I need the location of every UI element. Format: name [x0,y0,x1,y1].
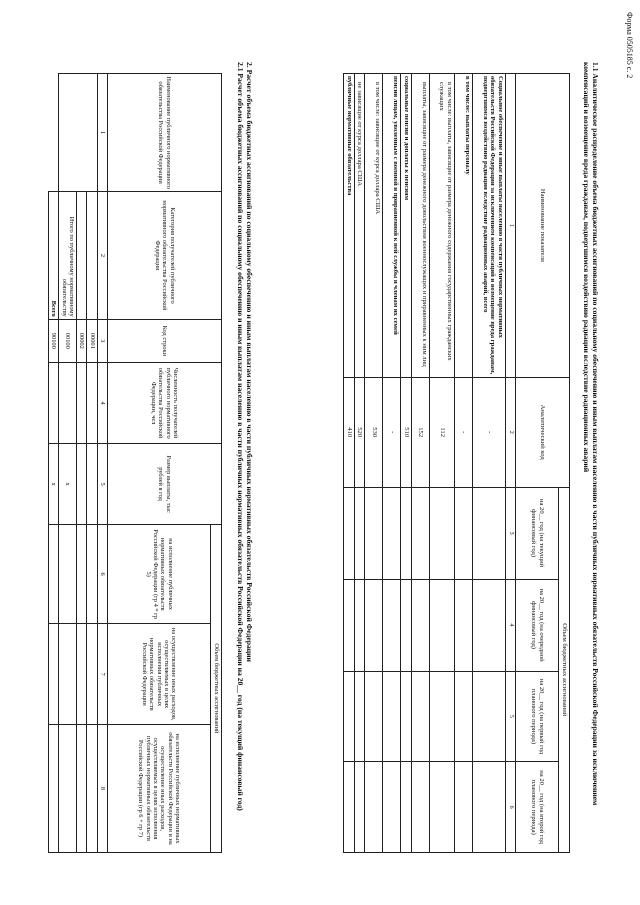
header-name: Наименование показателя [516,74,570,378]
row-name: публичные нормативные обязательства [344,74,355,378]
section-1-title: 1.1 Аналитическое распределение объема бюджетных ассигнований по социальному обеспечению и иным выплатам населению в части публичных нормативных обязательств Российской Федерации за исключением компенсаций и возмещение вреда гражданам, подвергшимся воздействию радиации вследствие радиационных аварий [581,62,600,806]
row-code: 410 [344,377,355,487]
col-num: 2 [97,192,107,319]
col-num: 2 [506,377,516,487]
section-2-titles [235,62,254,852]
header-year-4: на 20__ год (на второй год планового периода) [516,762,559,853]
header-col-6: на исполнение публичных нормативных обязательств Российской Федерации (гр 4 * гр 5) [108,524,211,624]
x-mark: x [48,444,58,524]
col-num: 8 [97,724,107,852]
table-row [383,74,401,853]
header-group: Объем бюджетных ассигнований [211,524,222,852]
table-row [412,74,430,853]
row-code: 510 [401,377,412,487]
row-code: 00100 [58,319,76,362]
row-name: пенсии лицам, уволенным с военной и приравненной к ней службы и членам их семей [383,74,401,378]
row-code: 00001 [87,319,97,362]
header-year-3: на 20__ год (на первый год планового периода) [516,671,559,762]
col-num: 6 [506,762,516,853]
header-payment: Размер выплаты, тыс рублей в год [108,444,222,524]
section-2-title: 2. Расчет объема бюджетных ассигнований по социальному обеспечению и иным выплатам населению в части публичных нормативных обязательств Российской Федерации [245,62,254,662]
header-group: Объем бюджетных ассигнований [559,487,570,852]
table-row [401,74,412,853]
row-name: в том числе: выплаты персоналу [455,74,473,378]
header-col-7: на осуществление иных расходов, осуществляемых в целях исполнения публичных нормативных обязательств Российской Федерации [108,624,211,725]
col-num: 5 [97,444,107,524]
header-col-8: на исполнение публичных нормативных обязательств Российской Федерации и на осуществление иных расходов, осуществляемых в целях исполнения публичных нормативных обязательств Российской Федерации (гр 6 + гр 7) [108,724,211,852]
header-year-1: на 20__ год (на текущий финансовый год) [516,487,559,579]
header-code: Аналитический код [516,377,570,487]
table-row [48,74,58,853]
header-recipients: Численность получателей публичного нормативного обязательства Российской Федерации, чел [108,362,222,443]
header-category: Категория получателей публичного нормативного обязательства Российской Федерации [108,192,222,319]
table-row [87,74,97,853]
header-row-code: Код строки [108,319,222,362]
row-code: 520 [354,377,365,487]
row-code: - [473,377,506,487]
table-row [430,74,455,853]
row-name: социальные пенсии и доплаты к пенсиям [401,74,412,378]
allocation-table [343,73,570,853]
col-num: 1 [97,74,107,192]
table-row [455,74,473,853]
row-name: в том числе: выплаты, зависящие от размера денежного содержания государственных гражданских служащих [430,74,455,378]
header-obligation: Наименование публичного нормативного обязательства Российской Федерации [108,74,222,192]
col-num: 7 [97,624,107,725]
table-row [354,74,365,853]
form-label: Форма 0505185 с. 2 [625,12,634,79]
total-label: Всего [48,192,58,319]
table-row [365,74,383,853]
header-year-2: на 20__ год (на очередной финансовый год) [516,579,559,671]
col-num: 6 [97,524,107,624]
row-name: Социальное обеспечение и иные выплаты населению в части публичных нормативных обязательств Российской Федерации за исключением компенсаций и возмещение вреда гражданам, подвергшимся воздействию радиации вследствие радиационных аварий, всего [473,74,506,378]
row-code: 00002 [76,319,86,362]
calculation-table [48,73,222,853]
section-2-subtitle: 2.1 Расчет объема бюджетных ассигнований по социальному обеспечению и иным выплатам населению в части публичных нормативных обязательств Российской Федерации на 20__ год (на текущий финансовый год) [235,62,245,811]
x-mark: x [58,444,76,524]
row-name: не зависящие от курса доллара США [354,74,365,378]
table-row [344,74,355,853]
col-num: 1 [506,74,516,378]
col-num: 4 [506,579,516,671]
row-code: 90100 [48,319,58,362]
subtotal-label: Итого по публичному нормативному обязательству [58,192,76,319]
col-num: 3 [97,319,107,362]
row-code: - [383,377,401,487]
col-num: 4 [97,362,107,443]
col-num: 5 [506,671,516,762]
row-code: 112 [430,377,455,487]
row-name: выплаты, зависящие от размера денежного довольствия военнослужащих и приравненных к ним лиц [412,74,430,378]
row-name: в том числе: зависящие от курса доллара США [365,74,383,378]
row-code: 152 [412,377,430,487]
col-num: 3 [506,487,516,579]
table-row [473,74,506,853]
row-code: 530 [365,377,383,487]
row-code: - [455,377,473,487]
